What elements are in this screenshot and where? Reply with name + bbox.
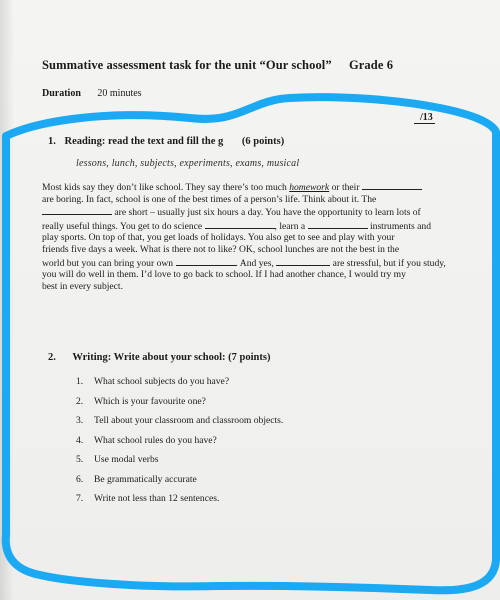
list-item: 6. Be grammatically accurate — [76, 473, 197, 485]
duration-row — [42, 88, 142, 99]
title-text: Summative assessment task for the unit “Our school” — [42, 58, 332, 72]
gap-1[interactable] — [362, 180, 422, 190]
gap-5[interactable] — [176, 256, 236, 266]
passage-line: Most kids say they don’t like school. They say there’s too much homework or their — [42, 180, 494, 194]
gap-2[interactable] — [42, 205, 112, 215]
gap-4[interactable] — [308, 219, 368, 229]
score-box: /13 — [414, 112, 435, 124]
reading-instruction: Reading: read the text and fill the g — [64, 136, 224, 147]
marker-stroke — [6, 97, 496, 590]
writing-heading — [48, 352, 270, 363]
list-item: 4. What school rules do you have? — [76, 434, 217, 446]
worksheet-title — [42, 58, 393, 73]
reading-passage — [42, 180, 494, 292]
writing-task-list — [76, 376, 283, 513]
reading-heading — [48, 136, 284, 147]
gap-6[interactable] — [276, 256, 330, 266]
passage-line: are boring. In fact, school is one of the best times of a person’s life. Think about it. The — [42, 193, 377, 205]
writing-number: 2. — [48, 352, 56, 363]
passage-line: you will do well in them. I’d love to go back to school. If I had another chance, I would try my — [42, 269, 406, 281]
passage-line: friends five days a week. What is there not to like? OK, school lunches are not the best in the — [42, 243, 400, 255]
page-edge-shadow — [0, 0, 14, 600]
duration-label: Duration — [42, 88, 81, 99]
duration-value: 20 minutes — [97, 88, 142, 99]
passage-line: world but you can bring your own . And yes, are stressful, but if you study, — [42, 257, 446, 269]
writing-instruction: Writing: Write about your school: (7 points) — [72, 352, 271, 363]
list-item: 7. Write not less than 12 sentences. — [76, 493, 220, 504]
list-item: 3. Tell about your classroom and classroom objects. — [76, 415, 284, 426]
passage-line: play sports. On top of that, you get loads of holidays. You also get to see and play with your — [42, 232, 395, 244]
list-item: 5. Use modal verbs — [76, 454, 159, 465]
gap-3[interactable] — [205, 219, 275, 229]
passage-line: best in every subject. — [42, 280, 123, 292]
reading-points: (6 points) — [241, 136, 285, 147]
homework-word: homework — [289, 182, 330, 193]
word-bank: lessons, lunch, subjects, experiments, exams, musical — [76, 158, 300, 169]
grade-label: Grade 6 — [348, 58, 394, 72]
passage-line: are short – usually just six hours a day. You have the opportunity to learn lots of — [42, 205, 494, 219]
reading-number: 1. — [48, 136, 56, 147]
list-item: 2. Which is your favourite one? — [76, 395, 206, 407]
passage-line: really useful things. You get to do science , learn a instruments and — [42, 220, 431, 232]
list-item: 1. What school subjects do you have? — [76, 376, 230, 387]
